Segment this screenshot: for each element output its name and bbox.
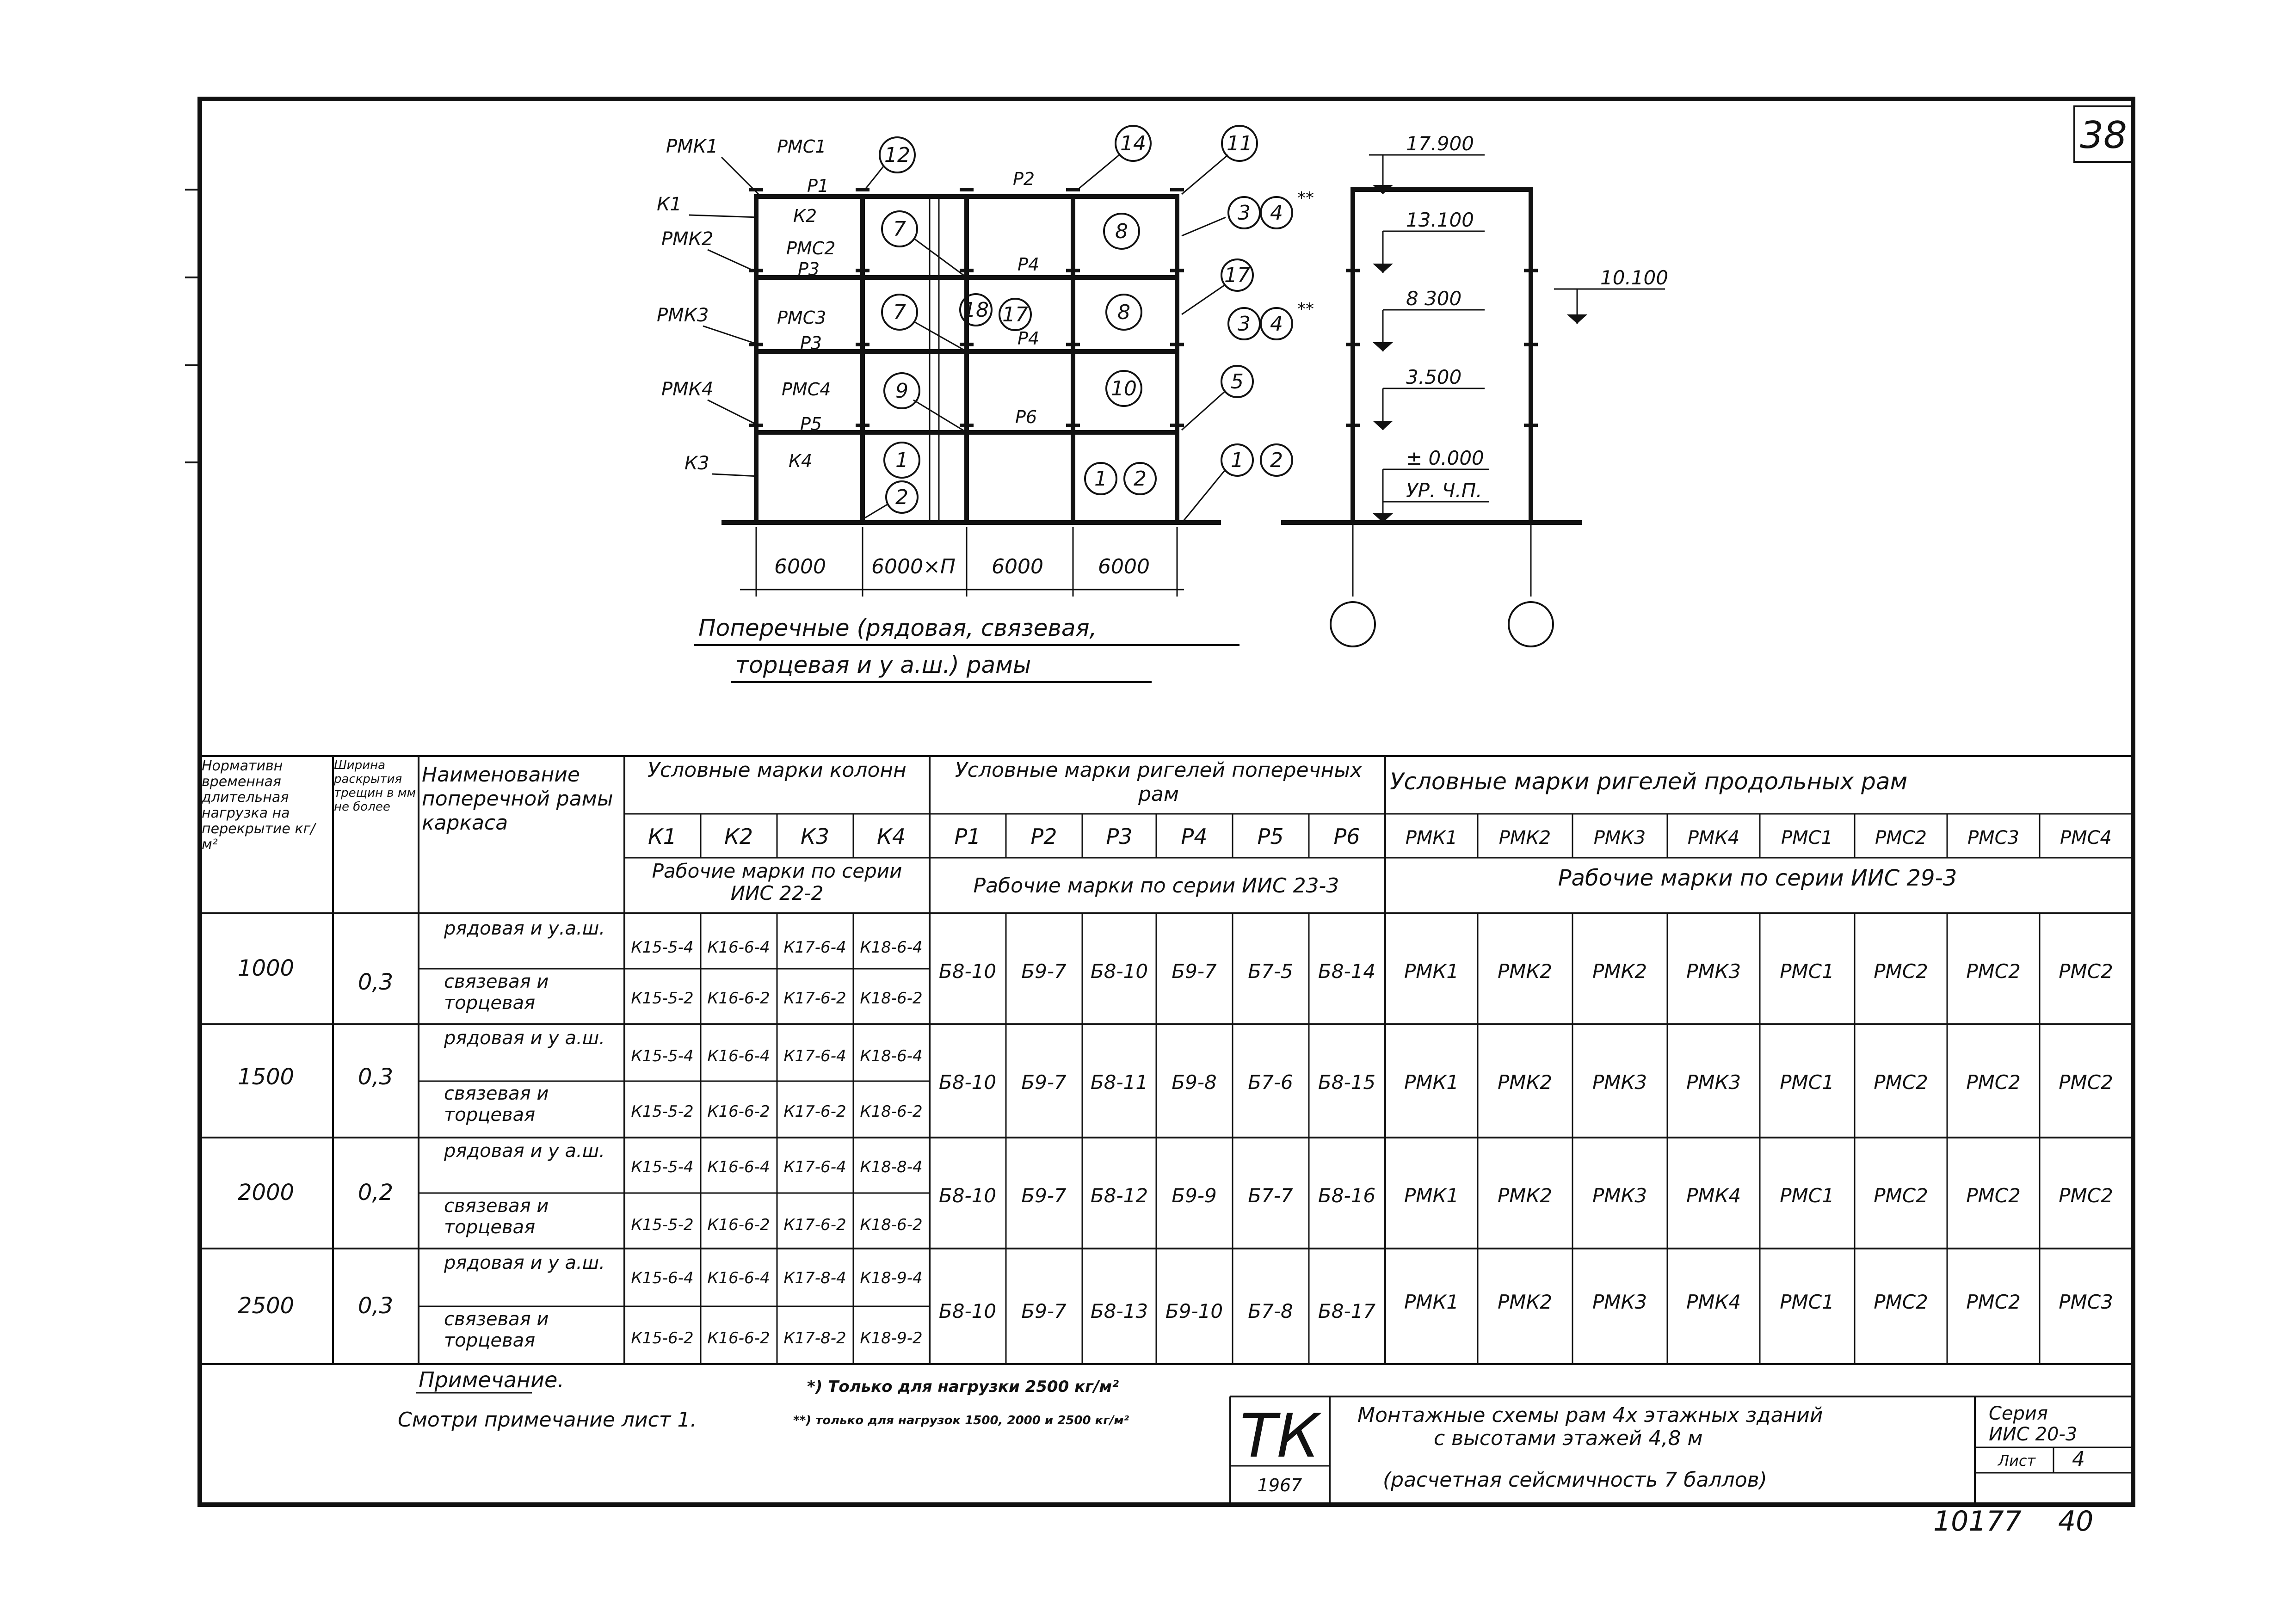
cell-beam: Б9-7 bbox=[1172, 960, 1217, 983]
row-crack: 0,2 bbox=[358, 1180, 394, 1206]
row-load: 1000 bbox=[237, 955, 295, 981]
cell-long: РМК3 bbox=[1686, 960, 1741, 983]
label-r5: Р5 bbox=[800, 414, 822, 434]
header-beams-series: Рабочие марки по серии ИИС 23-3 bbox=[973, 874, 1339, 898]
notes-title: Примечание. bbox=[419, 1367, 564, 1392]
cell-beam: Б8-16 bbox=[1318, 1184, 1376, 1207]
cell-beam: Б9-8 bbox=[1172, 1071, 1217, 1094]
circle-5: 5 bbox=[1231, 370, 1244, 394]
cell-col-k1: К15-5-2 bbox=[631, 1216, 694, 1234]
header-columns-series: Рабочие марки по серии ИИС 22-2 bbox=[652, 860, 902, 904]
level-floor: УР. Ч.П. bbox=[1406, 479, 1482, 502]
circle-1b: 1 bbox=[1094, 467, 1107, 491]
notes-block bbox=[398, 1367, 1129, 1432]
span-2: 6000×П bbox=[871, 555, 956, 578]
circle-7a: 7 bbox=[893, 217, 906, 241]
label-k2: К2 bbox=[793, 206, 817, 226]
transverse-frame-drawing bbox=[657, 126, 1314, 682]
row-frame-ordinary: рядовая и у а.ш. bbox=[444, 1252, 605, 1273]
drawing-caption-line2: торцевая и у а.ш.) рамы bbox=[735, 652, 1031, 678]
cell-beam: Б8-17 bbox=[1318, 1300, 1376, 1323]
row-load: 1500 bbox=[237, 1064, 295, 1090]
cell-col-k1: К15-5-2 bbox=[631, 989, 694, 1008]
long-mark-rmk4: РМК4 bbox=[1687, 827, 1740, 849]
level-13100: 13.100 bbox=[1406, 209, 1474, 231]
header-crack: Ширина раскрытия трещин в мм не более bbox=[334, 758, 416, 814]
cell-long: РМС2 bbox=[2059, 960, 2113, 983]
table-row bbox=[238, 918, 2113, 1022]
cell-beam: Б9-7 bbox=[1021, 1300, 1067, 1323]
beam-mark-r4: Р4 bbox=[1181, 824, 1208, 849]
cell-long: РМС2 bbox=[2059, 1184, 2113, 1207]
beam-mark-r1: Р1 bbox=[954, 824, 981, 849]
circle-1c: 1 bbox=[1231, 449, 1244, 472]
cell-long: РМК2 bbox=[1497, 1071, 1553, 1094]
label-r3-a: Р3 bbox=[798, 259, 820, 279]
row-frame-ordinary: рядовая и у.а.ш. bbox=[444, 918, 605, 939]
cell-col-k3: К17-6-2 bbox=[783, 989, 846, 1008]
cell-col-k3: К17-6-2 bbox=[783, 1102, 846, 1121]
row-crack: 0,3 bbox=[358, 969, 394, 995]
row-frame-ordinary: рядовая и у а.ш. bbox=[444, 1027, 605, 1049]
cell-col-k3: К17-6-2 bbox=[783, 1216, 846, 1234]
circle-2b: 2 bbox=[1134, 467, 1147, 491]
cell-beam: Б9-7 bbox=[1021, 1071, 1067, 1094]
cell-long: РМК2 bbox=[1497, 1291, 1553, 1313]
header-columns-group: Условные марки колонн bbox=[648, 758, 906, 782]
cell-long: РМК3 bbox=[1592, 1184, 1647, 1207]
stamp-series-value: ИИС 20-3 bbox=[1989, 1424, 2078, 1445]
row-frame-bracing: связевая и торцевая bbox=[444, 1195, 549, 1238]
circle-2c: 2 bbox=[1270, 449, 1283, 472]
circle-4a: 4 bbox=[1270, 201, 1283, 225]
notes-text: Смотри примечание лист 1. bbox=[398, 1408, 697, 1432]
long-mark-rmk1: РМК1 bbox=[1405, 827, 1458, 849]
cell-col-k4: К18-6-2 bbox=[860, 1216, 923, 1234]
cell-beam: Б8-15 bbox=[1318, 1071, 1376, 1094]
cell-col-k4: К18-9-4 bbox=[860, 1269, 923, 1287]
notes-star1: *) Только для нагрузки 2500 кг/м² bbox=[807, 1378, 1119, 1396]
beam-mark-r3: Р3 bbox=[1106, 824, 1133, 849]
section-drawing bbox=[1281, 132, 1668, 646]
cell-beam: Б9-7 bbox=[1021, 960, 1067, 983]
notes-star2: **) только для нагрузок 1500, 2000 и 2500 кг/м² bbox=[793, 1414, 1129, 1427]
header-beams-group: Условные марки ригелей поперечных рам bbox=[955, 758, 1363, 806]
cell-long: РМС2 bbox=[1966, 1291, 2021, 1313]
span-3: 6000 bbox=[992, 555, 1043, 578]
cell-long: РМС2 bbox=[1966, 1184, 2021, 1207]
cell-beam: Б8-10 bbox=[938, 1071, 997, 1094]
circle-14: 14 bbox=[1120, 132, 1146, 155]
cell-col-k4: К18-8-4 bbox=[860, 1158, 923, 1176]
cell-long: РМК1 bbox=[1404, 1291, 1459, 1313]
label-rmk4: РМК4 bbox=[661, 379, 714, 400]
cell-col-k1: К15-5-4 bbox=[631, 1158, 694, 1176]
label-k3: К3 bbox=[684, 453, 709, 474]
cell-long: РМС1 bbox=[1780, 1071, 1834, 1094]
header-frame-name: Наименование поперечной рамы каркаса bbox=[422, 763, 613, 835]
row-crack: 0,3 bbox=[358, 1293, 394, 1319]
label-rmk2: РМК2 bbox=[661, 228, 714, 250]
cell-beam: Б7-7 bbox=[1248, 1184, 1293, 1207]
cell-col-k2: К16-6-2 bbox=[707, 1216, 770, 1234]
circle-7b: 7 bbox=[893, 301, 906, 324]
level-8300: 8 300 bbox=[1406, 287, 1462, 310]
cell-col-k4: К18-6-2 bbox=[860, 989, 923, 1008]
stars-a: ** bbox=[1297, 189, 1314, 208]
row-crack: 0,3 bbox=[358, 1064, 394, 1090]
row-frame-bracing: связевая и торцевая bbox=[444, 1083, 549, 1126]
drawing-caption-line1: Поперечные (рядовая, связевая, bbox=[698, 615, 1097, 641]
stamp-sheet-label: Лист bbox=[1998, 1452, 2036, 1470]
cell-beam: Б7-5 bbox=[1248, 960, 1293, 983]
stamp-title-line3: (расчетная сейсмичность 7 баллов) bbox=[1383, 1468, 1767, 1492]
cell-long: РМК4 bbox=[1686, 1291, 1741, 1313]
cell-long: РМС2 bbox=[1874, 1184, 1928, 1207]
cell-long: РМК1 bbox=[1404, 1184, 1459, 1207]
stamp-year: 1967 bbox=[1257, 1475, 1302, 1495]
title-block bbox=[1230, 1396, 2133, 1505]
stars-b: ** bbox=[1297, 300, 1314, 319]
cell-beam: Б8-10 bbox=[938, 960, 997, 983]
cell-long: РМС1 bbox=[1780, 1291, 1834, 1313]
label-r4-a: Р4 bbox=[1018, 254, 1040, 275]
label-rms3: РМС3 bbox=[777, 308, 826, 328]
circle-3b: 3 bbox=[1238, 312, 1251, 336]
cell-col-k2: К16-6-4 bbox=[707, 1269, 770, 1287]
stamp-sheet-value: 4 bbox=[2072, 1447, 2085, 1471]
cell-long: РМС2 bbox=[1874, 1071, 1928, 1094]
row-load: 2500 bbox=[237, 1293, 295, 1319]
inventory-number: 10177 bbox=[1933, 1505, 2022, 1538]
header-long-group: Условные марки ригелей продольных рам bbox=[1390, 768, 1908, 795]
stamp-title-line1: Монтажные схемы рам 4х этажных зданий bbox=[1357, 1403, 1823, 1427]
circle-17b: 17 bbox=[1224, 264, 1250, 287]
circle-8a: 8 bbox=[1115, 220, 1128, 243]
cell-long: РМС2 bbox=[1874, 1291, 1928, 1313]
label-k1: К1 bbox=[657, 194, 682, 215]
header-load: Нормативн временная длительная нагрузка на перекрытие кг/м² bbox=[202, 758, 315, 853]
label-r6: Р6 bbox=[1015, 407, 1037, 427]
circle-1a: 1 bbox=[895, 449, 908, 472]
col-mark-k2: К2 bbox=[724, 824, 753, 849]
cell-beam: Б9-10 bbox=[1165, 1300, 1223, 1323]
cell-col-k1: К15-6-4 bbox=[631, 1269, 694, 1287]
label-rms2: РМС2 bbox=[786, 238, 836, 258]
cell-beam: Б9-7 bbox=[1021, 1184, 1067, 1207]
circle-3a: 3 bbox=[1238, 201, 1251, 225]
label-r2: Р2 bbox=[1013, 169, 1035, 189]
cell-long: РМК2 bbox=[1592, 960, 1647, 983]
stamp-title-line2: с высотами этажей 4,8 м bbox=[1434, 1427, 1703, 1450]
cell-col-k4: К18-6-4 bbox=[860, 938, 923, 957]
cell-beam: Б8-10 bbox=[1090, 960, 1148, 983]
cell-long: РМС1 bbox=[1780, 960, 1834, 983]
cell-long: РМС2 bbox=[1874, 960, 1928, 983]
long-mark-rms1: РМС1 bbox=[1781, 827, 1833, 849]
axis-bubble-left bbox=[1331, 602, 1375, 646]
cell-col-k2: К16-6-2 bbox=[707, 1102, 770, 1121]
cell-col-k3: К17-6-4 bbox=[783, 1047, 846, 1065]
cell-long: РМС2 bbox=[1966, 960, 2021, 983]
circle-11: 11 bbox=[1227, 132, 1252, 155]
cell-beam: Б7-6 bbox=[1248, 1071, 1293, 1094]
cell-long: РМС3 bbox=[2059, 1291, 2113, 1313]
cell-col-k4: К18-6-4 bbox=[860, 1047, 923, 1065]
row-load: 2000 bbox=[237, 1180, 295, 1206]
label-rmk1: РМК1 bbox=[666, 136, 718, 157]
cell-col-k2: К16-6-4 bbox=[707, 938, 770, 957]
circle-2a: 2 bbox=[895, 486, 908, 509]
level-3500: 3.500 bbox=[1406, 366, 1462, 388]
row-frame-bracing: связевая и торцевая bbox=[444, 1309, 549, 1351]
cell-beam: Б8-13 bbox=[1090, 1300, 1148, 1323]
cell-col-k2: К16-6-4 bbox=[707, 1047, 770, 1065]
label-r1: Р1 bbox=[807, 176, 829, 196]
label-rmk3: РМК3 bbox=[657, 305, 709, 326]
cell-long: РМК2 bbox=[1497, 960, 1553, 983]
circle-17a: 17 bbox=[1002, 303, 1028, 326]
long-mark-rms2: РМС2 bbox=[1875, 827, 1927, 849]
span-4: 6000 bbox=[1098, 555, 1150, 578]
stamp-tk: ТК bbox=[1240, 1401, 1320, 1471]
corner-number: 38 bbox=[2080, 114, 2127, 157]
long-mark-rms3: РМС3 bbox=[1967, 827, 2020, 849]
cell-beam: Б8-14 bbox=[1318, 960, 1376, 983]
row-frame-ordinary: рядовая и у а.ш. bbox=[444, 1140, 605, 1162]
cell-col-k2: К16-6-2 bbox=[707, 989, 770, 1008]
cell-col-k3: К17-6-4 bbox=[783, 1158, 846, 1176]
cell-long: РМК1 bbox=[1404, 1071, 1459, 1094]
beam-mark-r6: Р6 bbox=[1333, 824, 1360, 849]
label-r4-b: Р4 bbox=[1018, 328, 1040, 349]
circle-4b: 4 bbox=[1270, 312, 1283, 336]
cell-beam: Б8-10 bbox=[938, 1300, 997, 1323]
cell-long: РМК3 bbox=[1592, 1291, 1647, 1313]
cell-beam: Б7-8 bbox=[1248, 1300, 1293, 1323]
long-mark-rms4: РМС4 bbox=[2060, 827, 2112, 849]
cell-col-k1: К15-6-2 bbox=[631, 1329, 694, 1347]
cell-beam: Б8-10 bbox=[938, 1184, 997, 1207]
axis-bubble-right bbox=[1509, 602, 1553, 646]
cell-long: РМК1 bbox=[1404, 960, 1459, 983]
col-mark-k3: К3 bbox=[801, 824, 829, 849]
circle-10: 10 bbox=[1111, 377, 1137, 400]
stamp-series-label: Серия bbox=[1989, 1403, 2048, 1424]
page-number: 40 bbox=[2058, 1505, 2094, 1538]
cell-col-k3: К17-6-4 bbox=[783, 938, 846, 957]
cell-beam: Б8-12 bbox=[1090, 1184, 1148, 1207]
circle-18: 18 bbox=[963, 298, 989, 322]
label-r3-b: Р3 bbox=[800, 333, 822, 353]
level-17900: 17.900 bbox=[1406, 132, 1474, 155]
cell-col-k1: К15-5-2 bbox=[631, 1102, 694, 1121]
cell-col-k1: К15-5-4 bbox=[631, 938, 694, 957]
label-k4: К4 bbox=[789, 451, 813, 471]
long-mark-rmk2: РМК2 bbox=[1498, 827, 1551, 849]
level-10100: 10.100 bbox=[1600, 266, 1668, 289]
cell-col-k3: К17-8-2 bbox=[783, 1329, 846, 1347]
circle-8b: 8 bbox=[1117, 301, 1130, 324]
beam-mark-r2: Р2 bbox=[1030, 824, 1057, 849]
span-1: 6000 bbox=[774, 555, 826, 578]
long-mark-rmk3: РМК3 bbox=[1593, 827, 1646, 849]
marks-table bbox=[200, 756, 2133, 1364]
level-0000: ± 0.000 bbox=[1406, 447, 1484, 469]
cell-long: РМК4 bbox=[1686, 1184, 1741, 1207]
cell-col-k4: К18-6-2 bbox=[860, 1102, 923, 1121]
col-mark-k1: К1 bbox=[648, 824, 677, 849]
row-frame-bracing: связевая и торцевая bbox=[444, 971, 549, 1014]
cell-beam: Б8-11 bbox=[1090, 1071, 1148, 1094]
cell-col-k3: К17-8-4 bbox=[783, 1269, 846, 1287]
header-long-series: Рабочие марки по серии ИИС 29-3 bbox=[1558, 865, 1957, 891]
label-rms4: РМС4 bbox=[782, 379, 831, 400]
label-rms1: РМС1 bbox=[777, 136, 826, 157]
beam-mark-r5: Р5 bbox=[1257, 824, 1284, 849]
cell-long: РМК3 bbox=[1686, 1071, 1741, 1094]
cell-long: РМС2 bbox=[1966, 1071, 2021, 1094]
cell-col-k1: К15-5-4 bbox=[631, 1047, 694, 1065]
cell-long: РМС2 bbox=[2059, 1071, 2113, 1094]
circle-12: 12 bbox=[884, 143, 910, 167]
cell-long: РМК2 bbox=[1497, 1184, 1553, 1207]
cell-long: РМС1 bbox=[1780, 1184, 1834, 1207]
cell-col-k2: К16-6-2 bbox=[707, 1329, 770, 1347]
circle-9: 9 bbox=[895, 379, 908, 403]
col-mark-k4: К4 bbox=[877, 824, 906, 849]
cell-col-k2: К16-6-4 bbox=[707, 1158, 770, 1176]
cell-beam: Б9-9 bbox=[1172, 1184, 1217, 1207]
cell-long: РМК3 bbox=[1592, 1071, 1647, 1094]
cell-col-k4: К18-9-2 bbox=[860, 1329, 923, 1347]
